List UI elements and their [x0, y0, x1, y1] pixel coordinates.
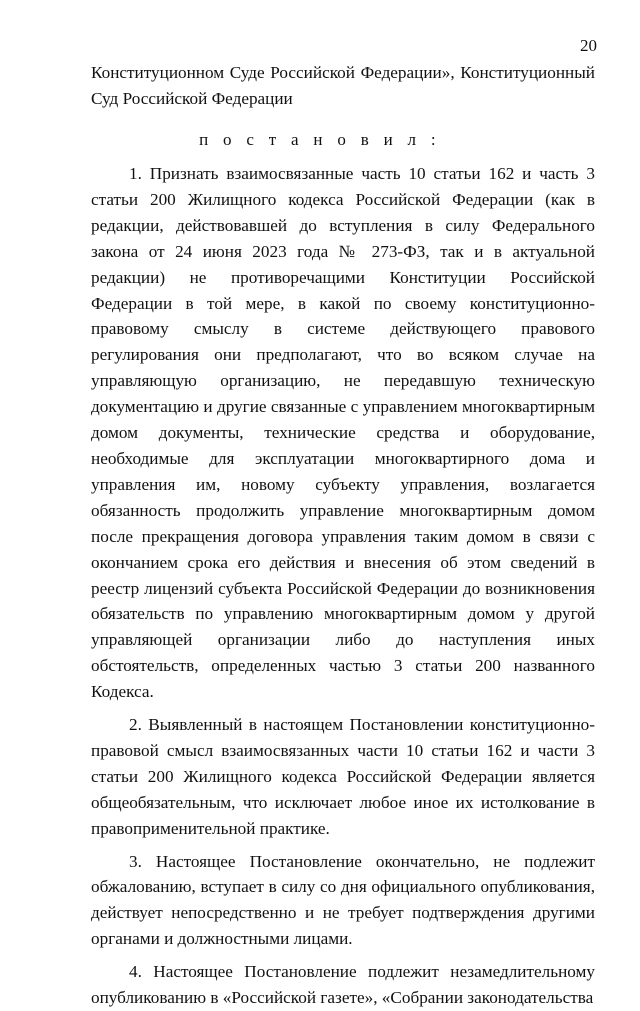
resolution-paragraph-3: 3. Настоящее Постановление окончательно, не подлежит обжалованию, вступает в силу со дня официального опубликования, действует непосредственно и не требует подтверждения другими органами и должностными лицами.	[91, 851, 595, 949]
intro-paragraph: Конституционном Суде Российской Федерации», Конституционный Суд Российской Федерации	[91, 63, 595, 108]
resolution-body	[91, 161, 595, 1011]
resolution-paragraph-4: 4. Настоящее Постановление подлежит незамедлительному опубликованию в «Российской газете», «Собрании законодательства	[91, 962, 595, 1008]
intro-text-block	[91, 60, 595, 112]
resolution-paragraph-2: 2. Выявленный в настоящем Постановлении конституционно-правовой смысл взаимосвязанных части 10 статьи 162 и части 3 статьи 200 Жилищного кодекса Российской Федерации является общеобязательным, что исключает любое иное их истолкование в правоприменительной практике.	[91, 715, 595, 838]
resolution-heading: п о с т а н о в и л :	[199, 130, 441, 149]
resolution-paragraph-1: 1. Признать взаимосвязанные часть 10 статьи 162 и часть 3 статьи 200 Жилищного кодекса Российской Федерации (как в редакции, действовавшей до вступления в силу Федерального закона от 24 июня 2023 года № 273-ФЗ, так и в актуальной редакции) не противоречащими Конституции Российской Федерации в той мере, в какой по своему конституционно-правовому смыслу в системе действующего правового регулирования они предполагают, что во всяком случае на управляющую организацию, не передавшую техническую документацию и другие связанные с управлением многоквартирным домом документы, технические средства и оборудование, необходимые для эксплуатации многоквартирного дома и управления им, новому субъекту управления, возлагается обязанность продолжить управление многоквартирным домом после прекращения договора управления таким домом в связи с окончанием срока его действия и внесения об этом сведений в реестр лицензий субъекта Российской Федерации до возникновения обязательств по управлению многоквартирным домом у другой управляющей организации либо до наступления иных обстоятельств, определенных частью 3 статьи 200 названного Кодекса.	[91, 164, 595, 702]
page-number: 20	[580, 36, 597, 55]
